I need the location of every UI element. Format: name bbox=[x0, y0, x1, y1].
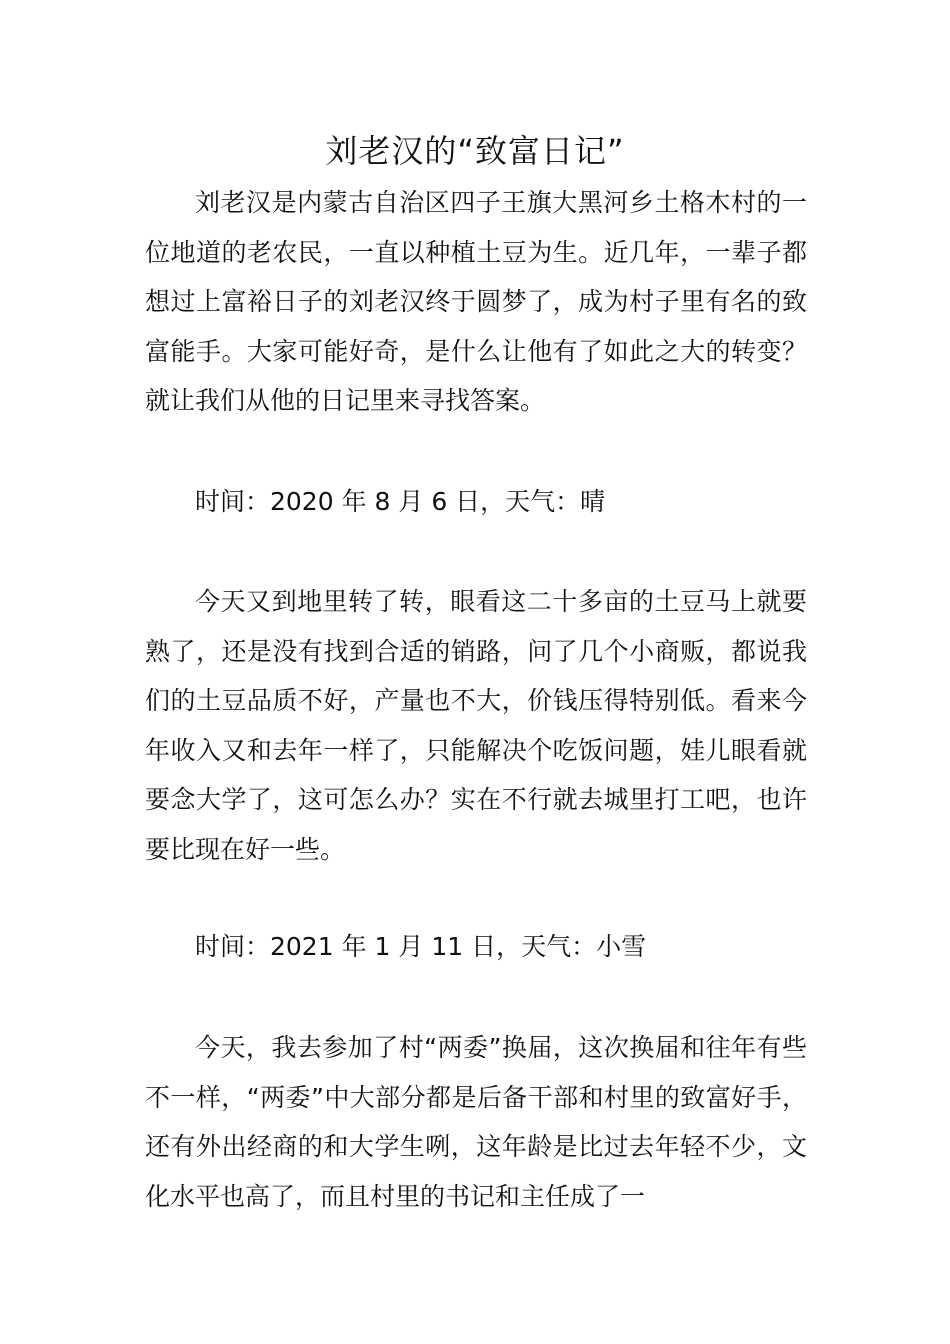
diary-entry-date: 时间：2021 年 1 月 11 日，天气：小雪 bbox=[195, 932, 647, 961]
diary-entry-body: 今天，我去参加了村“两委”换届，这次换届和往年有些不一样，“两委”中大部分都是后备干部和村里的致富好手，还有外出经商的和大学生咧，这年龄是比过去年轻不少，文化水平也高了，而且村里的书记和主任成了一 bbox=[145, 1033, 807, 1211]
document-title: 刘老汉的“致富日记” bbox=[325, 132, 625, 170]
diary-entry-date: 时间：2020 年 8 月 6 日，天气：晴 bbox=[195, 487, 606, 516]
diary-entry-body: 今天又到地里转了转，眼看这二十多亩的土豆马上就要熟了，还是没有找到合适的销路，问了几个小商贩，都说我们的土豆品质不好，产量也不大，价钱压得特别低。看来今年收入又和去年一样了，只能解决个吃饭问题，娃儿眼看就要念大学了，这可怎么办？实在不行就去城里打工吧，也许要比现在好一些。 bbox=[145, 587, 807, 864]
intro-paragraph: 刘老汉是内蒙古自治区四子王旗大黑河乡土格木村的一位地道的老农民，一直以种植土豆为生。近几年，一辈子都想过上富裕日子的刘老汉终于圆梦了，成为村子里有名的致富能手。大家可能好奇，是什么让他有了如此之大的转变？就让我们从他的日记里来寻找答案。 bbox=[145, 188, 807, 415]
